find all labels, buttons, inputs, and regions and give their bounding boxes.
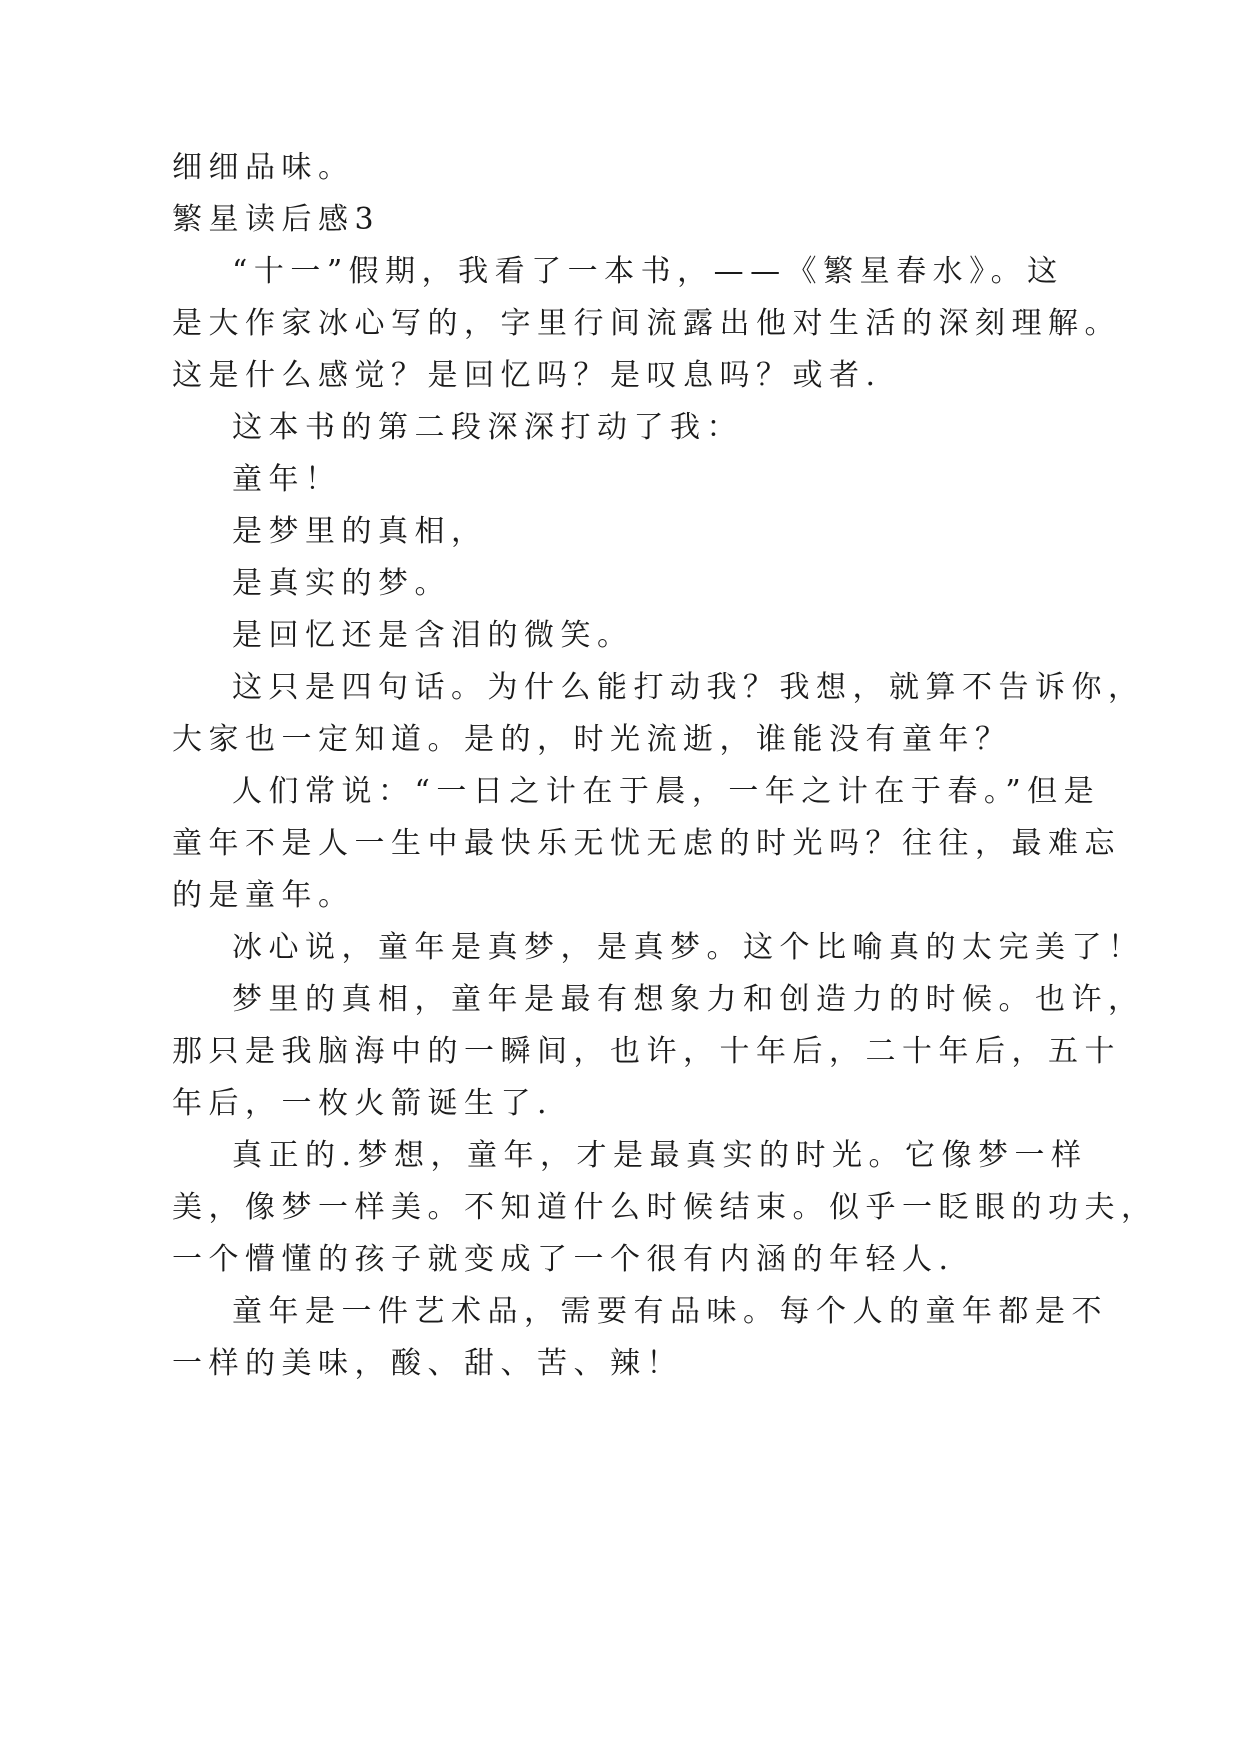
text-line: 是大作家冰心写的，字里行间流露出他对生活的深刻理解。 — [172, 306, 1121, 341]
text-line: 这本书的第二段深深打动了我： — [232, 410, 743, 445]
text-line: 这是什么感觉？是回忆吗？是叹息吗？或者. — [172, 358, 882, 393]
text-line: 是真实的梦。 — [232, 566, 451, 601]
text-line: 美，像梦一样美。不知道什么时候结束。似乎一眨眼的功夫， — [172, 1190, 1158, 1225]
text-line: 人们常说：“一日之计在于晨，一年之计在于春。”但是 — [232, 774, 1101, 809]
text-line: 一个懵懂的孩子就变成了一个很有内涵的年轻人. — [172, 1242, 955, 1277]
text-line: 那只是我脑海中的一瞬间，也许，十年后，二十年后，五十 — [172, 1034, 1121, 1069]
section-heading: 繁星读后感3 — [172, 202, 381, 237]
text-line: 梦里的真相，童年是最有想象力和创造力的时候。也许， — [232, 982, 1145, 1017]
text-line: 年后，一枚火箭诞生了. — [172, 1086, 554, 1121]
text-line: 童年不是人一生中最快乐无忧无虑的时光吗？往往，最难忘 — [172, 826, 1121, 861]
text-line: “十一”假期，我看了一本书，——《繁星春水》。这 — [232, 254, 1064, 289]
text-line: 这只是四句话。为什么能打动我？我想，就算不告诉你， — [232, 670, 1145, 705]
text-line: 是回忆还是含泪的微笑。 — [232, 618, 634, 653]
text-line: 童年是一件艺术品，需要有品味。每个人的童年都是不 — [232, 1294, 1108, 1329]
text-line: 的是童年。 — [172, 878, 355, 913]
text-line: 一样的美味，酸、甜、苦、辣！ — [172, 1346, 683, 1381]
text-line: 童年！ — [232, 462, 342, 497]
text-line: 大家也一定知道。是的，时光流逝，谁能没有童年？ — [172, 722, 1012, 757]
text-line: 细细品味。 — [172, 150, 355, 185]
text-line: 真正的.梦想，童年，才是最真实的时光。它像梦一样 — [232, 1138, 1088, 1173]
text-line: 冰心说，童年是真梦，是真梦。这个比喻真的太完美了！ — [232, 930, 1145, 965]
text-line: 是梦里的真相， — [232, 514, 488, 549]
